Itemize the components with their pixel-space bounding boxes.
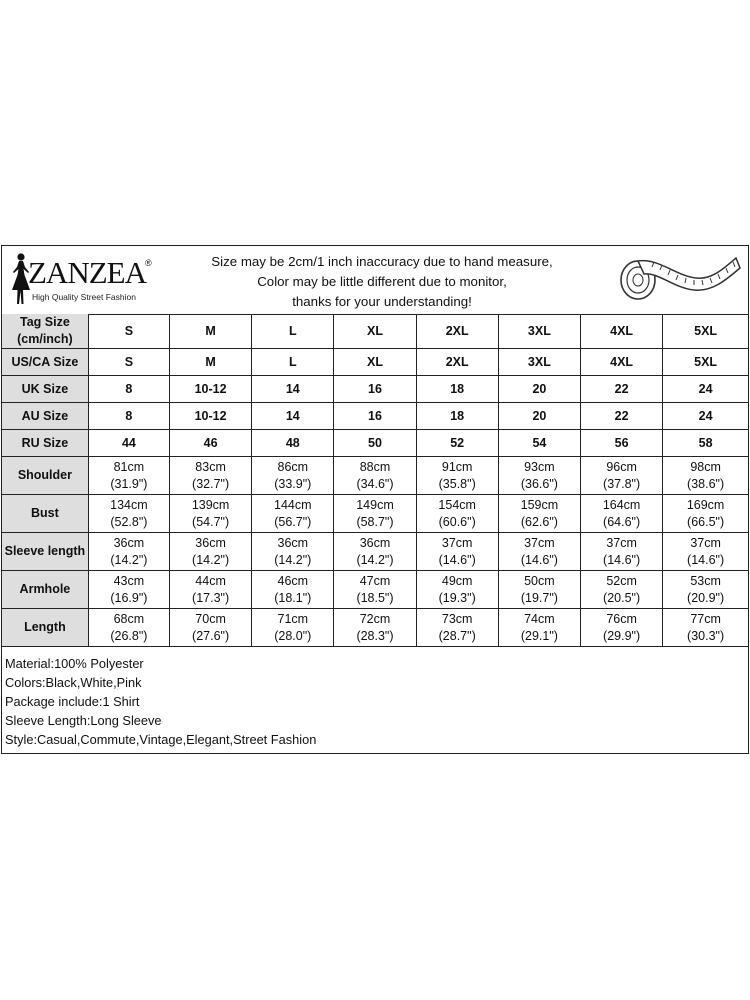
measure-cell xyxy=(581,457,663,495)
size-cell: 20 xyxy=(498,403,580,430)
measure-inch: (14.6") xyxy=(438,552,476,567)
detail-colors: Colors:Black,White,Pink xyxy=(5,675,142,690)
size-cell: 14 xyxy=(252,376,334,403)
measure-inch: (20.5") xyxy=(603,590,641,605)
size-cell: 44 xyxy=(88,430,169,457)
measure-cm: 149cm xyxy=(356,497,394,512)
measure-cell xyxy=(663,609,748,647)
measure-cm: 159cm xyxy=(520,497,559,512)
measure-cell xyxy=(663,533,748,571)
table-row xyxy=(2,403,748,430)
detail-package: Package include:1 Shirt xyxy=(5,694,140,709)
measure-cm: 93cm xyxy=(524,459,555,474)
measure-inch: (14.6") xyxy=(603,552,641,567)
measure-cm: 53cm xyxy=(690,573,721,588)
detail-sleeve-length: Sleeve Length:Long Sleeve xyxy=(5,713,162,728)
measure-inch: (27.6") xyxy=(192,628,230,643)
measure-cm: 44cm xyxy=(195,573,226,588)
tag-size-cell: M xyxy=(169,314,251,349)
table-row xyxy=(2,533,748,571)
registered-mark: ® xyxy=(145,258,152,268)
measure-cm: 98cm xyxy=(690,459,721,474)
measure-cell xyxy=(88,495,169,533)
size-cell: L xyxy=(252,349,334,376)
measure-inch: (26.8") xyxy=(110,628,148,643)
measure-inch: (31.9") xyxy=(110,476,148,491)
measure-inch: (60.6") xyxy=(438,514,476,529)
measure-cm: 49cm xyxy=(441,573,473,588)
measure-cell xyxy=(663,457,748,495)
measure-cm: 46cm xyxy=(277,573,309,588)
measure-inch: (17.3") xyxy=(192,590,230,605)
row-label: Armhole xyxy=(2,571,88,609)
measure-inch: (28.7") xyxy=(438,628,476,643)
size-cell: 8 xyxy=(88,376,169,403)
tag-size-cell: 2XL xyxy=(416,314,498,349)
size-cell: M xyxy=(169,349,251,376)
measure-cm: 70cm xyxy=(195,611,226,626)
measure-cell xyxy=(416,533,498,571)
measure-cell xyxy=(88,571,169,609)
measure-inch: (64.6") xyxy=(603,514,641,529)
measure-cm: 37cm xyxy=(441,535,473,550)
measure-cm: 36cm xyxy=(359,535,391,550)
measure-cm: 36cm xyxy=(277,535,309,550)
measure-cell xyxy=(252,457,334,495)
size-cell: 24 xyxy=(663,376,748,403)
size-cell: 4XL xyxy=(581,349,663,376)
size-cell: 24 xyxy=(663,403,748,430)
measure-cell xyxy=(663,571,748,609)
measure-inch: (18.5") xyxy=(356,590,394,605)
measure-cell xyxy=(169,571,251,609)
measure-cm: 37cm xyxy=(606,535,637,550)
size-cell: 52 xyxy=(416,430,498,457)
measure-cell xyxy=(498,533,580,571)
measure-cell xyxy=(663,495,748,533)
measure-inch: (33.9") xyxy=(274,476,312,491)
table-row xyxy=(2,376,748,403)
measure-inch: (66.5") xyxy=(687,514,725,529)
measure-cell xyxy=(581,495,663,533)
measure-cm: 169cm xyxy=(686,497,725,512)
measure-cell xyxy=(169,533,251,571)
detail-style: Style:Casual,Commute,Vintage,Elegant,Street Fashion xyxy=(5,732,317,747)
measuring-tape-icon xyxy=(614,250,742,310)
measure-cell xyxy=(416,571,498,609)
detail-material: Material:100% Polyester xyxy=(5,656,144,671)
row-label: RU Size xyxy=(2,430,88,457)
measure-cell xyxy=(88,609,169,647)
table-row xyxy=(2,349,748,376)
measure-inch: (36.6") xyxy=(520,476,558,491)
measure-cell xyxy=(581,609,663,647)
chart-header xyxy=(2,246,748,315)
measure-inch: (14.6") xyxy=(520,552,558,567)
size-cell: 10-12 xyxy=(169,376,251,403)
row-label: Length xyxy=(2,609,88,647)
measure-inch: (29.1") xyxy=(520,628,558,643)
size-cell: 10-12 xyxy=(169,403,251,430)
row-label: UK Size xyxy=(2,376,88,403)
row-label: Sleeve length xyxy=(2,533,88,571)
measure-cell xyxy=(581,571,663,609)
measure-inch: (37.8") xyxy=(603,476,641,491)
measure-cm: 76cm xyxy=(606,611,637,626)
notice-line: Color may be little different due to monitor, xyxy=(257,274,507,289)
measure-cell xyxy=(252,609,334,647)
measure-inch: (19.7") xyxy=(520,590,558,605)
tag-size-cell: 3XL xyxy=(498,314,580,349)
notice-line: thanks for your understanding! xyxy=(292,294,472,309)
measure-cm: 52cm xyxy=(606,573,637,588)
brand-logo xyxy=(8,252,178,306)
tag-size-cell: 5XL xyxy=(663,314,748,349)
measure-cm: 96cm xyxy=(606,459,637,474)
size-cell: 18 xyxy=(416,376,498,403)
size-cell: 20 xyxy=(498,376,580,403)
measure-inch: (28.3") xyxy=(356,628,394,643)
table-row xyxy=(2,457,748,495)
measure-cm: 144cm xyxy=(274,497,312,512)
measure-cm: 164cm xyxy=(602,497,641,512)
size-cell: 50 xyxy=(334,430,416,457)
size-cell: 22 xyxy=(581,403,663,430)
measure-cm: 74cm xyxy=(524,611,555,626)
measure-cell xyxy=(334,495,416,533)
size-cell: 8 xyxy=(88,403,169,430)
measure-cm: 37cm xyxy=(690,535,721,550)
measure-inch: (14.2") xyxy=(192,552,230,567)
measure-cell xyxy=(252,571,334,609)
measure-inch: (35.8") xyxy=(438,476,476,491)
measure-cm: 72cm xyxy=(359,611,391,626)
measure-inch: (28.0") xyxy=(274,628,312,643)
measure-cm: 68cm xyxy=(113,611,145,626)
measure-inch: (38.6") xyxy=(687,476,725,491)
size-cell: 16 xyxy=(334,403,416,430)
row-label: Shoulder xyxy=(2,457,88,495)
notice-line: Size may be 2cm/1 inch inaccuracy due to hand measure, xyxy=(211,254,553,269)
row-label: AU Size xyxy=(2,403,88,430)
size-cell: 58 xyxy=(663,430,748,457)
measure-cm: 154cm xyxy=(438,497,476,512)
measure-inch: (29.9") xyxy=(603,628,641,643)
measure-cm: 134cm xyxy=(110,497,148,512)
measure-inch: (19.3") xyxy=(438,590,476,605)
measure-cm: 91cm xyxy=(441,459,473,474)
measure-inch: (14.2") xyxy=(110,552,148,567)
measure-cell xyxy=(416,495,498,533)
measure-cm: 73cm xyxy=(441,611,473,626)
measure-inch: (14.2") xyxy=(274,552,312,567)
size-cell: 5XL xyxy=(663,349,748,376)
size-cell: 46 xyxy=(169,430,251,457)
measure-cell xyxy=(169,609,251,647)
measure-inch: (56.7") xyxy=(274,514,312,529)
tag-size-cell: S xyxy=(88,314,169,349)
size-cell: 22 xyxy=(581,376,663,403)
tag-size-cell: L xyxy=(252,314,334,349)
row-label-tag-size: Tag Size (cm/inch) xyxy=(2,314,88,349)
size-cell: 56 xyxy=(581,430,663,457)
measure-inch: (62.6") xyxy=(520,514,558,529)
measure-cell xyxy=(169,457,251,495)
measure-cell xyxy=(334,571,416,609)
measure-cell xyxy=(334,609,416,647)
measure-inch: (34.6") xyxy=(356,476,394,491)
measure-cm: 86cm xyxy=(277,459,309,474)
measure-inch: (20.9") xyxy=(687,590,725,605)
tag-size-cell: XL xyxy=(334,314,416,349)
measure-inch: (14.2") xyxy=(356,552,394,567)
table-row xyxy=(2,609,748,647)
measure-cm: 81cm xyxy=(113,459,145,474)
measure-inch: (30.3") xyxy=(687,628,725,643)
measure-cell xyxy=(498,571,580,609)
measurement-notice xyxy=(192,252,572,312)
measure-cell xyxy=(416,457,498,495)
measure-cell xyxy=(252,495,334,533)
size-cell: 18 xyxy=(416,403,498,430)
brand-name: ZANZEA xyxy=(28,255,146,290)
measure-cm: 139cm xyxy=(191,497,230,512)
table-row xyxy=(2,571,748,609)
size-cell: XL xyxy=(334,349,416,376)
tag-size-cell: 4XL xyxy=(581,314,663,349)
size-chart-sheet xyxy=(1,245,749,754)
measure-cell xyxy=(88,533,169,571)
measure-cell xyxy=(498,609,580,647)
measure-cell xyxy=(252,533,334,571)
brand-tagline: High Quality Street Fashion xyxy=(32,292,136,302)
row-label: US/CA Size xyxy=(2,349,88,376)
product-details xyxy=(5,654,745,749)
table-row xyxy=(2,314,748,349)
measure-inch: (58.7") xyxy=(356,514,394,529)
measure-cm: 36cm xyxy=(195,535,226,550)
measure-cm: 50cm xyxy=(524,573,555,588)
size-cell: 3XL xyxy=(498,349,580,376)
size-cell: 54 xyxy=(498,430,580,457)
measure-inch: (16.9") xyxy=(110,590,148,605)
measure-cm: 43cm xyxy=(113,573,145,588)
measure-inch: (32.7") xyxy=(192,476,230,491)
measure-inch: (54.7") xyxy=(192,514,230,529)
measure-cell xyxy=(88,457,169,495)
measure-cm: 71cm xyxy=(277,611,309,626)
size-cell: 2XL xyxy=(416,349,498,376)
measure-cell xyxy=(169,495,251,533)
measure-cm: 83cm xyxy=(195,459,226,474)
row-label: Bust xyxy=(2,495,88,533)
measure-inch: (52.8") xyxy=(110,514,148,529)
measure-cm: 36cm xyxy=(113,535,145,550)
size-table xyxy=(2,314,748,647)
measure-cm: 77cm xyxy=(690,611,721,626)
size-cell: 48 xyxy=(252,430,334,457)
measure-cell xyxy=(334,457,416,495)
measure-cell xyxy=(498,495,580,533)
measure-cell xyxy=(416,609,498,647)
table-row xyxy=(2,430,748,457)
size-cell: 16 xyxy=(334,376,416,403)
measure-cell xyxy=(498,457,580,495)
table-row xyxy=(2,495,748,533)
measure-cm: 37cm xyxy=(524,535,555,550)
measure-cm: 88cm xyxy=(359,459,391,474)
measure-cell xyxy=(334,533,416,571)
measure-cell xyxy=(581,533,663,571)
measure-inch: (14.6") xyxy=(687,552,725,567)
size-cell: 14 xyxy=(252,403,334,430)
measure-inch: (18.1") xyxy=(274,590,312,605)
size-cell: S xyxy=(88,349,169,376)
measure-cm: 47cm xyxy=(359,573,391,588)
